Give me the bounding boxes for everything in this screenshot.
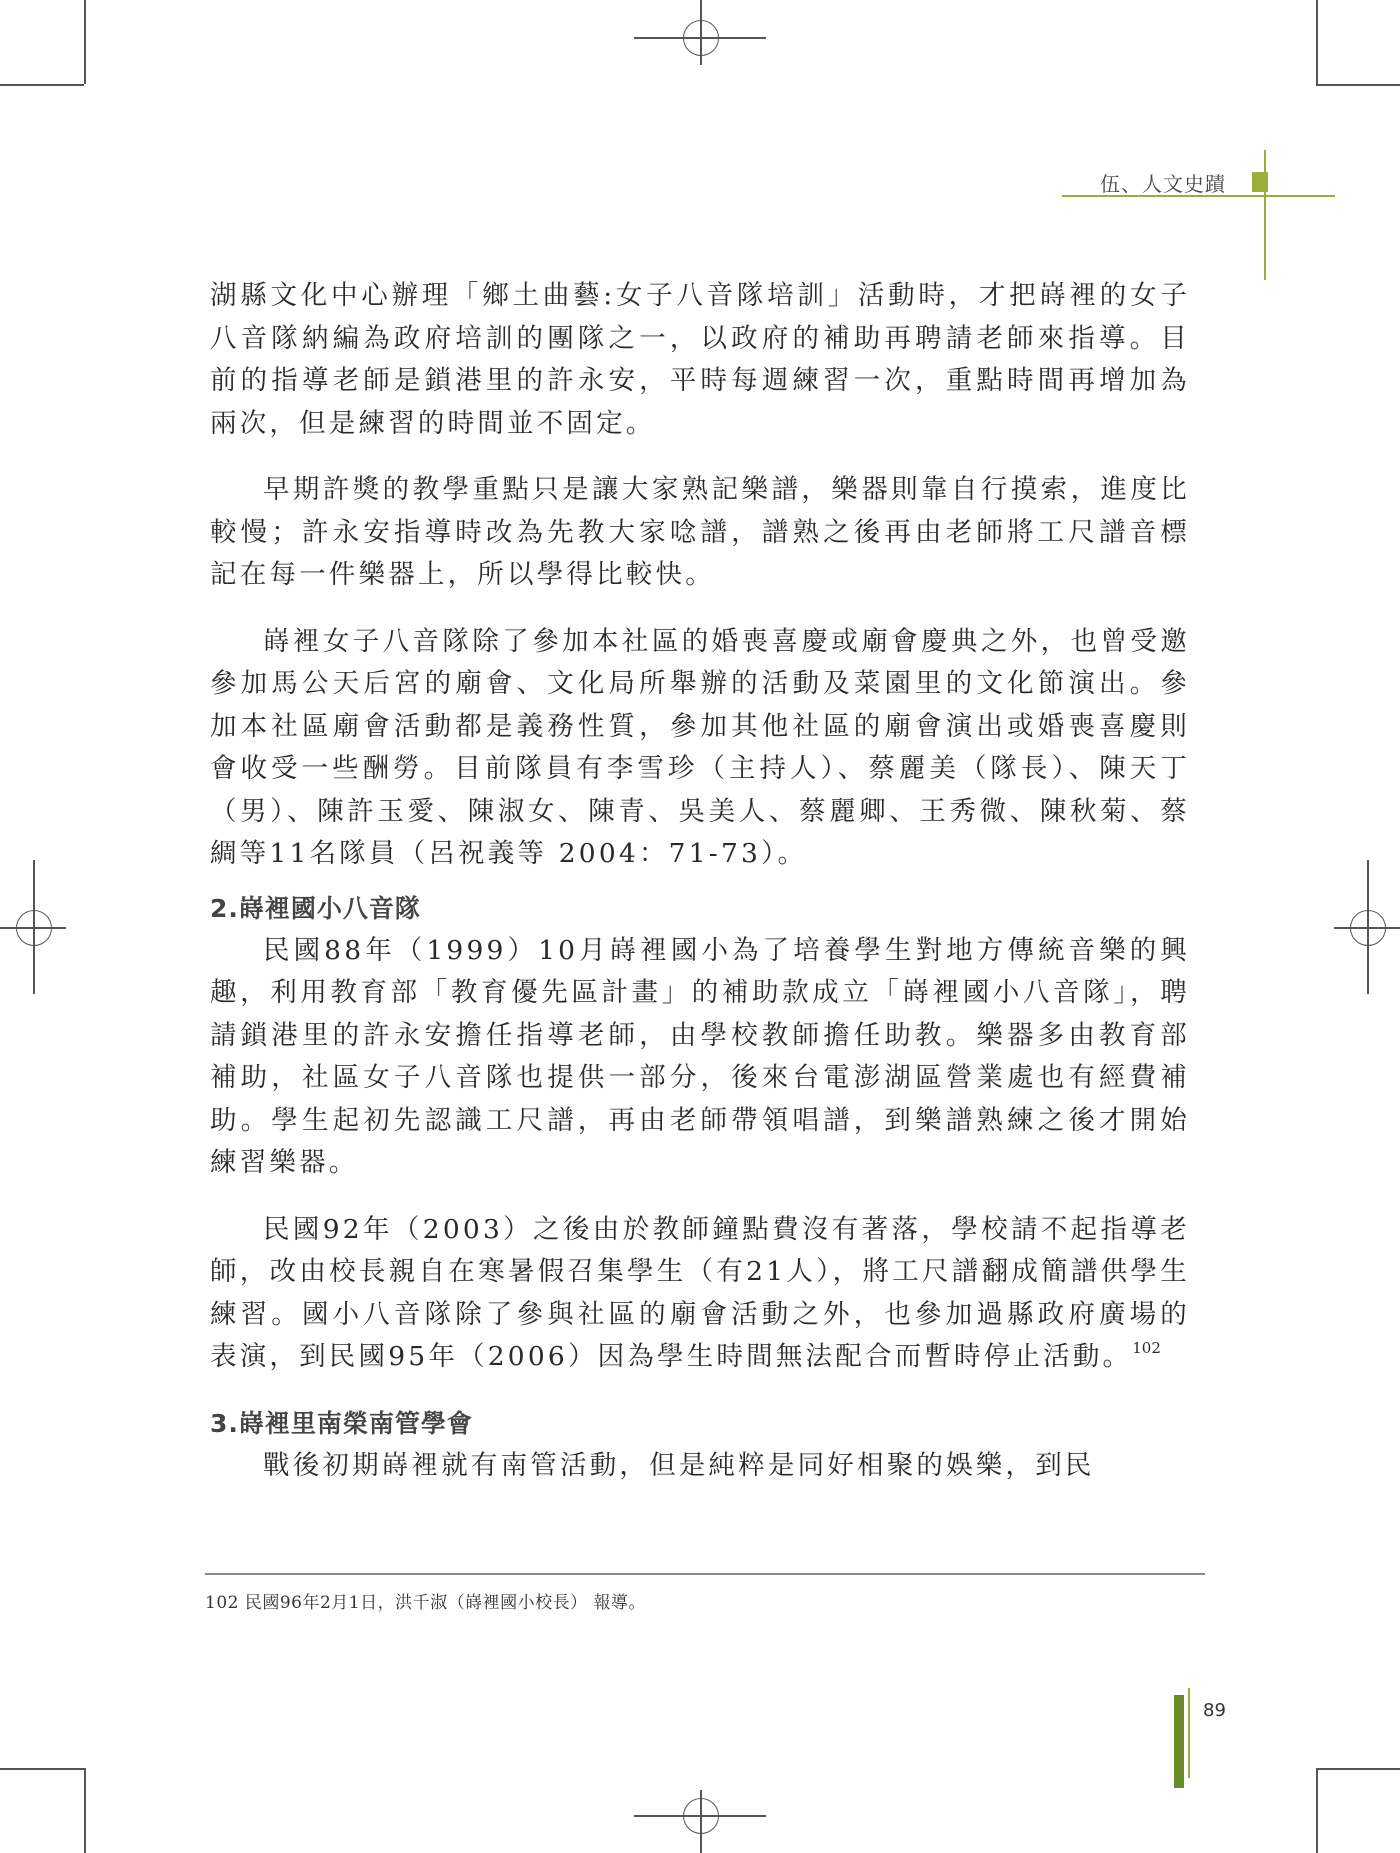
paragraph: 民國88年（1999）10月嵵裡國小為了培養學生對地方傳統音樂的興趣，利用教育部「教育優先區計畫」的補助款成立「嵵裡國小八音隊」，聘請鎖港里的許永安擔任指導老師，由學校教師擔任助教。樂器多由教育部補助，社區女子八音隊也提供一部分，後來台電澎湖區營業處也有經費補助。學生起初先認識工尺譜，再由老師帶領唱譜，到樂譜熟練之後才開始練習樂器。 — [210, 934, 1190, 1178]
paragraph-text: 民國92年（2003）之後由於教師鐘點費沒有著落，學校請不起指導老師，改由校長親自在寒暑假召集學生（有21人），將工尺譜翻成簡譜供學生練習。國小八音隊除了參與社區的廟會活動之外，也參加過縣政府廣場的表演，到民國95年（2006）因為學生時間無法配合而暫時停止活動。 — [210, 1213, 1190, 1372]
header-accent-square — [1252, 172, 1268, 192]
paragraph: 湖縣文化中心辦理「鄉土曲藝:女子八音隊培訓」活動時，才把嵵裡的女子八音隊納編為政府培訓的團隊之一，以政府的補助再聘請老師來指導。目前的指導老師是鎖港里的許永安，平時每週練習一次，重點時間再增加為兩次，但是練習的時間並不固定。 — [210, 280, 1190, 439]
page-number: 89 — [1203, 1700, 1226, 1721]
paragraph — [210, 1209, 1190, 1379]
footnote-reference: 102 — [1132, 1339, 1161, 1357]
paragraph: 早期許獎的教學重點只是讓大家熟記樂譜，樂器則靠自行摸索，進度比較慢；許永安指導時改為先教大家唸譜，譜熟之後再由老師將工尺譜音標記在每一件樂器上，所以學得比較快。 — [210, 474, 1190, 590]
page-body — [210, 275, 1190, 1487]
footnote-rule — [205, 1573, 1205, 1575]
footnote: 102 民國96年2月1日，洪千淑（嵵裡國小校長） 報導。 — [205, 1593, 647, 1613]
section-heading: 3.嵵裡里南榮南管學會 — [210, 1408, 473, 1438]
chapter-title: 伍、人文史蹟 — [1100, 172, 1226, 196]
paragraph: 戰後初期嵵裡就有南管活動，但是純粹是同好相聚的娛樂，到民 — [263, 1449, 1095, 1481]
paragraph: 嵵裡女子八音隊除了參加本社區的婚喪喜慶或廟會慶典之外，也曾受邀參加馬公天后宮的廟會、文化局所舉辦的活動及菜園里的文化節演出。參加本社區廟會活動都是義務性質，參加其他社區的廟會演出或婚喪喜慶則會收受一些酬勞。目前隊員有李雪珍（主持人）、蔡麗美（隊長）、陳天丁（男）、陳許玉愛、陳淑女、陳青、吳美人、蔡麗卿、王秀微、陳秋菊、蔡綢等11名隊員（呂祝義等 2004：71-73）。 — [210, 625, 1190, 869]
page-number-bar — [1174, 1695, 1184, 1788]
section-heading: 2.嵵裡國小八音隊 — [210, 893, 421, 923]
header-vertical-rule — [1264, 150, 1266, 280]
page-number-rule — [1188, 1688, 1190, 1778]
